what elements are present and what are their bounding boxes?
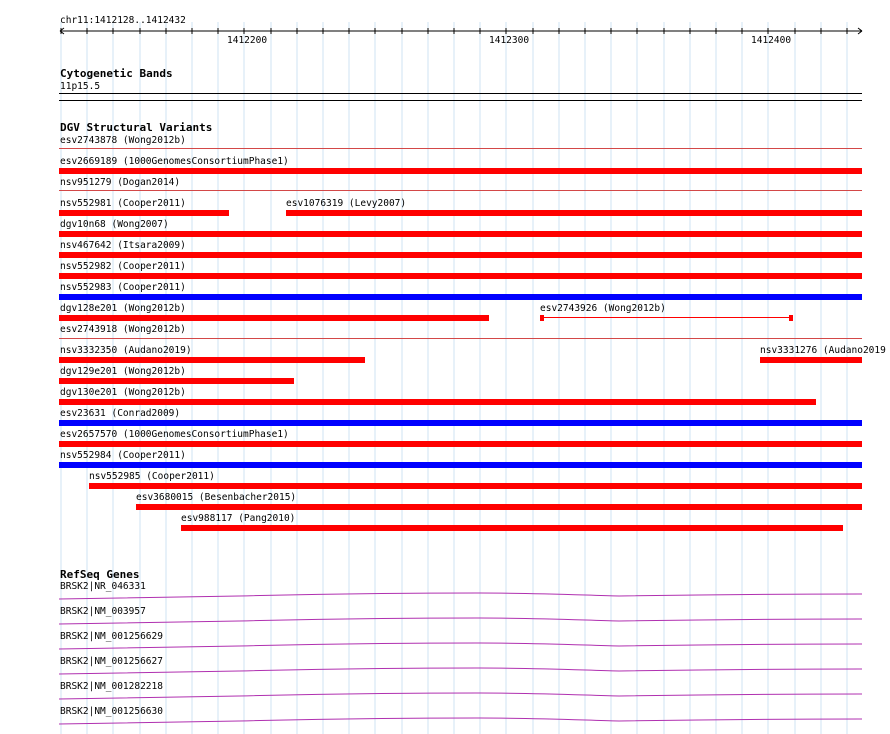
gene-label: BRSK2|NM_001256629 [60,631,163,642]
gene-label: BRSK2|NR_046331 [60,581,146,592]
variant-label: nsv3331276 (Audano2019 [760,345,886,356]
variant-label: dgv130e201 (Wong2012b) [60,387,186,398]
variant-label: esv988117 (Pang2010) [181,513,296,524]
variant-feature[interactable] [59,252,862,258]
variant-feature[interactable] [59,148,862,149]
gene-feature[interactable] [59,590,862,602]
gene-feature[interactable] [59,715,862,727]
ruler-tick-label: 1412400 [751,35,792,46]
ruler-tick-label: 1412200 [227,35,268,46]
variant-feature[interactable] [59,190,862,191]
gene-feature[interactable] [59,665,862,677]
gene-feature[interactable] [59,690,862,702]
ruler-tick-label: 1412300 [489,35,530,46]
gene-label: BRSK2|NM_001256627 [60,656,163,667]
variant-label: dgv129e201 (Wong2012b) [60,366,186,377]
variant-label: nsv467642 (Itsara2009) [60,240,186,251]
variant-label: nsv552983 (Cooper2011) [60,282,186,293]
cytoband-track-title[interactable]: Cytogenetic Bands [60,67,173,80]
variant-feature[interactable] [59,357,365,363]
variant-feature[interactable] [59,210,229,216]
track-divider [59,100,862,101]
gene-label: BRSK2|NM_001282218 [60,681,163,692]
variant-feature[interactable] [59,231,862,237]
variant-feature[interactable] [59,273,862,279]
variant-exon[interactable] [540,315,544,321]
variant-feature[interactable] [544,317,789,318]
variant-label: nsv552981 (Cooper2011) [60,198,186,209]
ruler-position-label: chr11:1412128..1412432 [60,15,186,26]
variant-feature[interactable] [59,441,862,447]
gene-feature[interactable] [59,615,862,627]
variant-feature[interactable] [59,315,489,321]
variant-label: esv2657570 (1000GenomesConsortiumPhase1) [60,429,289,440]
cytoband-label: 11p15.5 [60,81,101,92]
variant-label: nsv3332350 (Audano2019) [60,345,192,356]
variant-label: esv2743918 (Wong2012b) [60,324,186,335]
variant-feature[interactable] [59,420,862,426]
variant-label: nsv951279 (Dogan2014) [60,177,181,188]
variant-feature[interactable] [59,338,862,339]
dgv-track-title[interactable]: DGV Structural Variants [60,121,213,134]
variant-label: nsv552984 (Cooper2011) [60,450,186,461]
variant-feature[interactable] [89,483,862,489]
variant-feature[interactable] [181,525,843,531]
variant-label: esv2743926 (Wong2012b) [540,303,666,314]
refseq-track-title[interactable]: RefSeq Genes [60,568,140,581]
variant-feature[interactable] [760,357,862,363]
variant-label: nsv552985 (Cooper2011) [89,471,215,482]
variant-feature[interactable] [286,210,862,216]
gene-feature[interactable] [59,640,862,652]
variant-label: esv2669189 (1000GenomesConsortiumPhase1) [60,156,289,167]
variant-feature[interactable] [59,378,294,384]
variant-label: esv23631 (Conrad2009) [60,408,181,419]
gene-label: BRSK2|NM_001256630 [60,706,163,717]
variant-feature[interactable] [59,462,862,468]
cytoband-bar[interactable] [59,93,862,94]
variant-label: dgv128e201 (Wong2012b) [60,303,186,314]
variant-label: esv1076319 (Levy2007) [286,198,407,209]
variant-feature[interactable] [59,168,862,174]
variant-feature[interactable] [59,294,862,300]
variant-feature[interactable] [136,504,862,510]
variant-label: nsv552982 (Cooper2011) [60,261,186,272]
variant-label: esv3680015 (Besenbacher2015) [136,492,297,503]
variant-label: esv2743878 (Wong2012b) [60,135,186,146]
variant-label: dgv10n68 (Wong2007) [60,219,169,230]
variant-exon[interactable] [789,315,793,321]
variant-feature[interactable] [59,399,816,405]
gene-label: BRSK2|NM_003957 [60,606,146,617]
ruler-scale[interactable] [57,24,867,40]
